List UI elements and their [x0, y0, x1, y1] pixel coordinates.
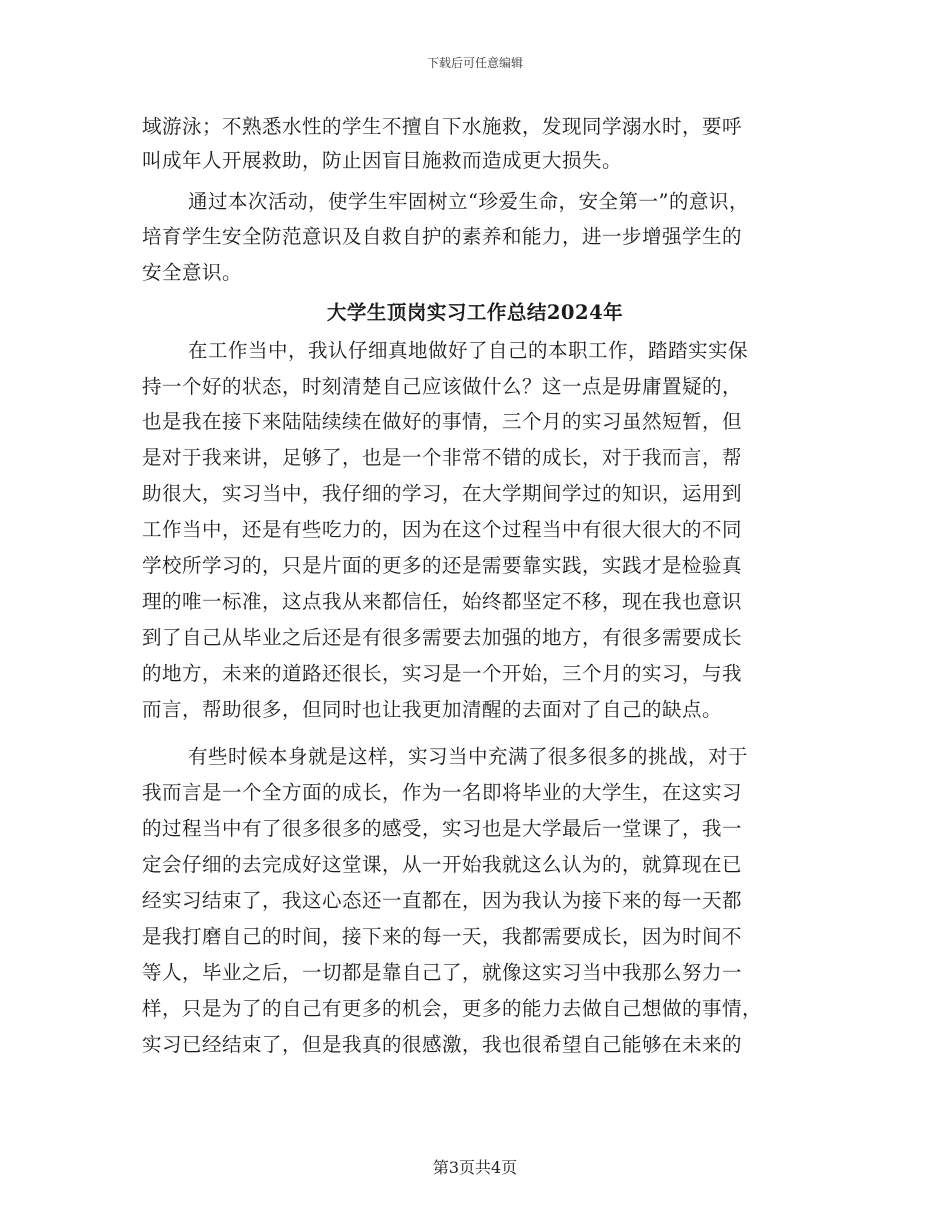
text-line: 也是我在接下来陆陆续续在做好的事情，三个月的实习虽然短暂，但: [142, 410, 743, 433]
text-line: 助很大，实习当中，我仔细的学习，在大学期间学过的知识，运用到: [142, 482, 743, 505]
text-line: 安全意识。: [142, 261, 243, 284]
text-line: 通过本次活动，使学生牢固树立“珍爱生命，安全第一”的意识，: [188, 190, 749, 213]
text-line: 到了自己从毕业之后还是有很多需要去加强的地方，有很多需要成长: [142, 626, 743, 649]
text-line: 我而言是一个全方面的成长，作为一名即将毕业的大学生，在这实习: [142, 781, 743, 804]
text-line: 域游泳；不熟悉水性的学生不擅自下水施救，发现同学溺水时，要呼: [142, 115, 743, 138]
text-line: 定会仔细的去完成好这堂课，从一开始我就这么认为的，就算现在已: [142, 853, 743, 876]
page-number: 第3页共4页: [432, 1158, 518, 1177]
text-line: 持一个好的状态，时刻清楚自己应该做什么？这一点是毋庸置疑的，: [142, 375, 743, 398]
text-line: 是我打磨自己的时间，接下来的每一天，我都需要成长，因为时间不: [142, 925, 743, 948]
text-line: 经实习结束了，我这心态还一直都在，因为我认为接下来的每一天都: [142, 889, 743, 912]
text-line: 样，只是为了的自己有更多的机会，更多的能力去做自己想做的事情，: [142, 997, 763, 1020]
text-line: 有些时候本身就是这样，实习当中充满了很多很多的挑战，对于: [188, 745, 749, 768]
text-line: 实习已经结束了，但是我真的很感激，我也很希望自己能够在未来的: [142, 1033, 743, 1056]
text-line: 培育学生安全防范意识及自救自护的素养和能力，进一步增强学生的: [142, 225, 743, 248]
text-line: 而言，帮助很多，但同时也让我更加清醒的去面对了自己的缺点。: [142, 698, 723, 721]
text-line: 工作当中，还是有些吃力的，因为在这个过程当中有很大很大的不同: [142, 518, 743, 541]
text-line: 在工作当中，我认仔细真地做好了自己的本职工作，踏踏实实保: [188, 339, 749, 362]
text-line: 的地方，未来的道路还很长，实习是一个开始，三个月的实习，与我: [142, 662, 743, 685]
text-line: 学校所学习的，只是片面的更多的还是需要靠实践，实践才是检验真: [142, 554, 743, 577]
text-line: 的过程当中有了很多很多的感受，实习也是大学最后一堂课了，我一: [142, 817, 743, 840]
text-line: 等人，毕业之后，一切都是靠自己了，就像这实习当中我那么努力一: [142, 961, 743, 984]
page-header: 下载后可任意编辑: [426, 56, 523, 70]
text-line: 理的唯一标准，这点我从来都信任，始终都坚定不移，现在我也意识: [142, 590, 743, 613]
text-line: 叫成年人开展救助，防止因盲目施救而造成更大损失。: [142, 149, 623, 172]
section-title: 大学生顶岗实习工作总结2024年: [326, 301, 624, 324]
text-line: 是对于我来讲，足够了，也是一个非常不错的成长，对于我而言，帮: [142, 446, 743, 469]
